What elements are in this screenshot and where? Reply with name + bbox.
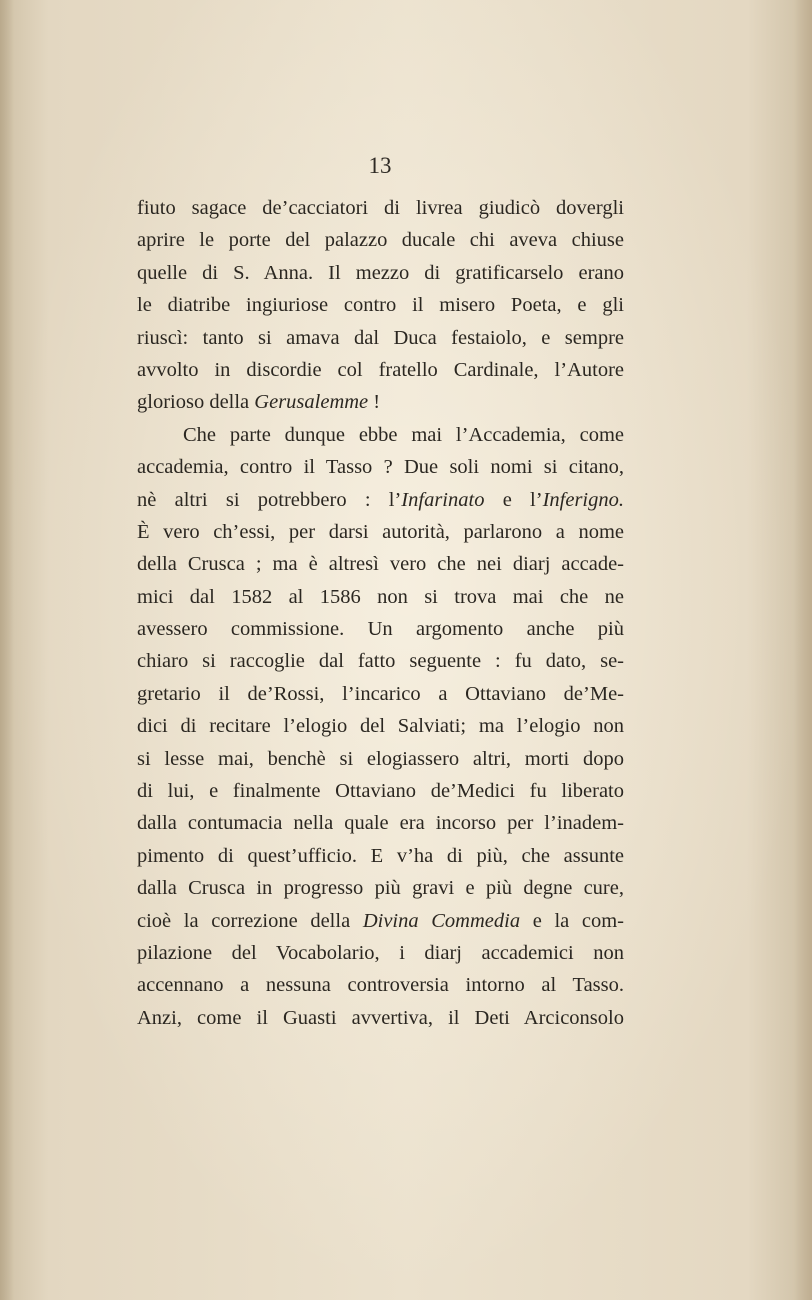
text-line-14: avessero commissione. Un argomento anche più [137,618,624,641]
text-line-2: aprire le porte del palazzo ducale chi aveva chiuse [137,229,624,252]
text-line-25: accennano a nessuna controversia intorno al Tasso. [137,974,624,997]
text-line-15: chiaro si raccoglie dal fatto seguente : fu dato, se- [137,650,624,673]
text-line-6: avvolto in discordie col fratello Cardinale, l’Autore [137,358,624,381]
text-line-9: accademia, contro il Tasso ? Due soli nomi si citano, [137,456,624,479]
text-line-23: cioè la correzione della Divina Commedia e la com- [137,909,624,932]
italic-name: Infarinato [401,488,485,511]
text-line-17: dici di recitare l’elogio del Salviati; ma l’elogio non [137,715,624,738]
page-number: 13 [368,153,392,178]
text-line-10: nè altri si potrebbero : l’Infarinato e l’Inferigno. [137,488,624,511]
text-line-26: Anzi, come il Guasti avvertiva, il Deti Arciconsolo [137,1006,624,1029]
text-line-21: pimento di quest’ufficio. E v’ha di più, che assunte [137,844,624,867]
italic-title: Gerusalemme [254,391,369,414]
text-line-19: di lui, e finalmente Ottaviano de’Medici fu liberato [137,780,624,803]
body-text [137,192,624,1034]
text-line-13: mici dal 1582 al 1586 non si trova mai che ne [137,585,624,608]
text-line-5: riuscì: tanto si amava dal Duca festaiolo, e sempre [137,326,624,349]
page-left-edge-shadow [0,0,14,1300]
text-line-12: della Crusca ; ma è altresì vero che nei diarj accade- [137,553,624,576]
text-line-22: dalla Crusca in progresso più gravi e più degne cure, [137,877,624,900]
text-line-18: si lesse mai, benchè si elogiassero altri, morti dopo [137,747,624,770]
italic-name: Inferigno. [542,488,624,511]
text-line-7: glorioso della Gerusalemme ! [137,391,381,414]
text-line-16: gretario il de’Rossi, l’incarico a Ottaviano de’Me- [137,682,624,705]
page-right-edge-shadow [794,0,812,1300]
text-line-8: Che parte dunque ebbe mai l’Accademia, come [183,423,624,446]
text-line-4: le diatribe ingiuriose contro il misero Poeta, e gli [137,294,624,317]
text-line-20: dalla contumacia nella quale era incorso per l’inadem- [137,812,624,835]
text-line-11: È vero ch’essi, per darsi autorità, parlarono a nome [137,520,624,543]
text-line-3: quelle di S. Anna. Il mezzo di gratificarselo erano [137,261,624,284]
text-line-1: fiuto sagace de’cacciatori di livrea giudicò dovergli [137,197,624,219]
italic-title: Divina Commedia [362,909,521,932]
text-line-24: pilazione del Vocabolario, i diarj accademici non [137,941,624,964]
